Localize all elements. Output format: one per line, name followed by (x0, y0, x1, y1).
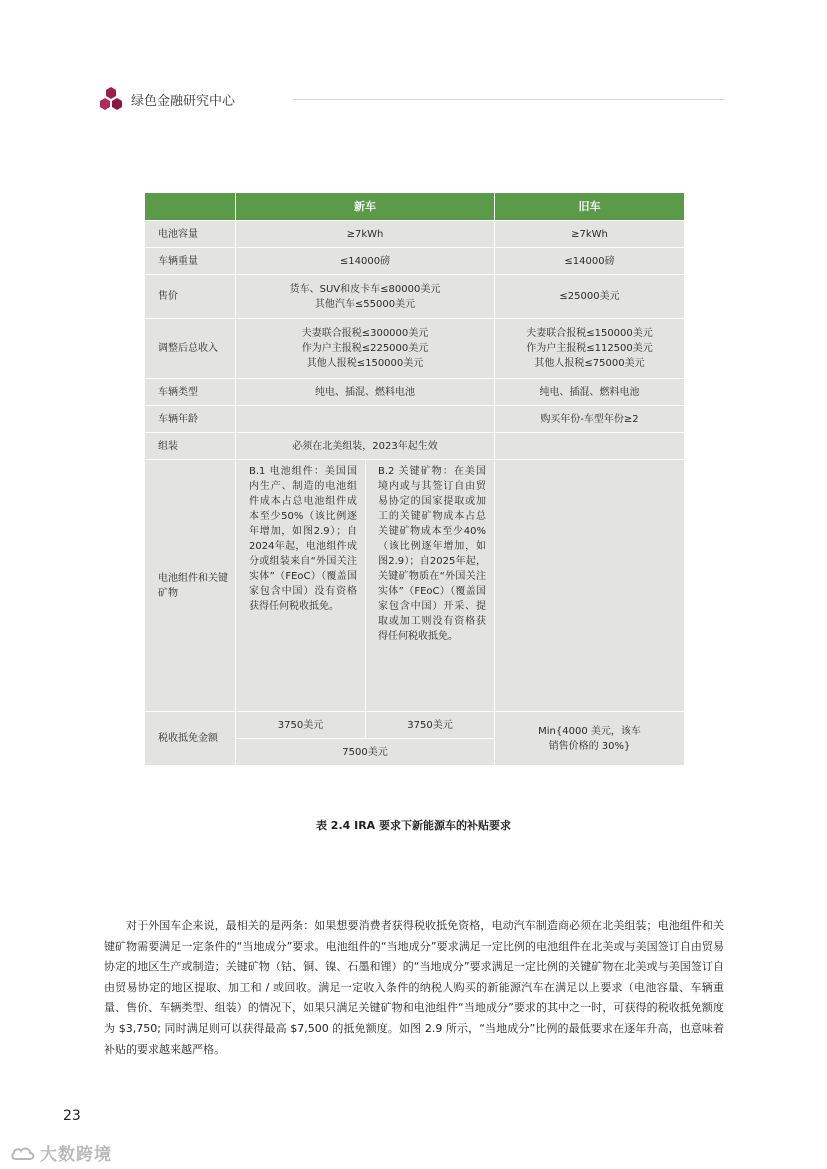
row-label: 组装 (145, 433, 236, 460)
row-label: 车辆年龄 (145, 406, 236, 433)
table-caption: 表 2.4 IRA 要求下新能源车的补贴要求 (315, 819, 512, 832)
row-label: 电池组件和关键矿物 (145, 460, 236, 712)
cloud-logo-icon (10, 1143, 36, 1163)
row-label: 售价 (145, 275, 236, 319)
cell-line: 其他人报税≤150000美元 (306, 358, 424, 369)
cell-line: 夫妻联合报税≤300000美元 (301, 328, 429, 339)
cell-new: ≥7kWh (236, 221, 495, 248)
table-row (145, 275, 685, 319)
cell-credit-b2: 3750美元 (366, 712, 495, 739)
table-row (145, 406, 685, 433)
cell-used (495, 712, 685, 766)
row-label: 调整后总收入 (145, 319, 236, 379)
cell-new (236, 275, 495, 319)
cell-used (495, 433, 685, 460)
page-number: 23 (63, 1108, 81, 1124)
table-row (145, 248, 685, 275)
cell-line: 其他汽车≤55000美元 (314, 298, 416, 310)
cell-line: Min{4000 美元，该车 (538, 725, 641, 737)
col-header-new: 新车 (236, 193, 495, 221)
cell-used (495, 460, 685, 712)
row-label: 车辆重量 (145, 248, 236, 275)
col-header-used: 旧车 (495, 193, 685, 221)
cell-line: 货车、SUV和皮卡车≤80000美元 (289, 283, 441, 295)
cell-used: 纯电、插混、燃料电池 (495, 379, 685, 406)
cell-line: 夫妻联合报税≤150000美元 (526, 328, 653, 339)
cell-used: ≥7kWh (495, 221, 685, 248)
header-divider (293, 99, 725, 100)
row-label: 税收抵免金额 (145, 712, 236, 766)
cell-credit-b1: 3750美元 (236, 712, 366, 739)
cell-line: 作为户主报税≤225000美元 (301, 343, 429, 354)
watermark-text: 大数跨境 (40, 1145, 112, 1165)
cell-credit-total: 7500美元 (236, 739, 495, 766)
table-row (145, 460, 685, 712)
org-name: 绿色金融研究中心 (131, 94, 236, 109)
cell-battery-components: B.1 电池组件：美国国内生产、制造的电池组件成本占总电池组件成本至少50%（该比例逐年增加，如图2.9）；自2024年起，电池组件成分或组装来自“外国关注实体”（FEoC）（覆盖国家包含中国）没有资格获得任何税收抵免。 (236, 460, 366, 712)
cell-critical-minerals: B.2 关键矿物：在美国境内或与其签订自由贸易协定的国家提取或加工的关键矿物成本占总关键矿物成本至少40%（该比例逐年增加，如图2.9）；自2025年起，关键矿物质在“外国关注实体”（FEoC）（覆盖国家包含中国）开采、提取或加工则没有资格获得任何税收抵免。 (366, 460, 495, 712)
table-row (145, 319, 685, 379)
body-paragraph (104, 916, 724, 1060)
cell-new: ≤14000磅 (236, 248, 495, 275)
table-row (145, 712, 685, 739)
cell-line: 作为户主报税≤112500美元 (526, 343, 653, 354)
header-corner (145, 193, 236, 221)
table-row (145, 379, 685, 406)
cell-new (236, 406, 495, 433)
row-label: 车辆类型 (145, 379, 236, 406)
cell-used (495, 319, 685, 379)
table-row (145, 433, 685, 460)
subsidy-requirements-table (144, 192, 684, 766)
cell-used: ≤25000美元 (495, 275, 685, 319)
cell-line: 销售价格的 30%} (548, 740, 631, 752)
cell-used: ≤14000磅 (495, 248, 685, 275)
cell-new: 纯电、插混、燃料电池 (236, 379, 495, 406)
cell-used: 购买年份-车型年份≥2 (495, 406, 685, 433)
row-label: 电池容量 (145, 221, 236, 248)
cell-line: 其他人报税≤75000美元 (534, 358, 645, 369)
watermark (10, 1140, 112, 1165)
cell-new (236, 319, 495, 379)
table-row (145, 221, 685, 248)
org-logo-icon (99, 86, 123, 110)
body-paragraph-text: 对于外国车企来说，最相关的是两条：如果想要消费者获得税收抵免资格，电动汽车制造商必须在北美组装；电池组件和关键矿物需要满足一定条件的“当地成分”要求。电池组件的“当地成分”要求满足一定比例的电池组件在北美或与美国签订自由贸易协定的地区生产或制造；关键矿物（钴、铜、镍、石墨和锂）的“当地成分”要求满足一定比例的关键矿物在北美或与美国签订自由贸易协定的地区提取、加工和 / 或回收。满足一定收入条件的纳税人购买的新能源汽车在满足以上要求（电池容量、车辆重量、售价、车辆类型、组装）的情况下，如果只满足关键矿物和电池组件“当地成分”要求的其中之一时，可获得的税收抵免额度为 $3,750; 同时满足则可以获得最高 $7,500 的抵免额度。如图 2.9 所示，“当地成分”比例的最低要求在逐年升高，也意味着补贴的要求越来越严格。 (104, 919, 724, 1056)
cell-new: 必须在北美组装，2023年起生效 (236, 433, 495, 460)
